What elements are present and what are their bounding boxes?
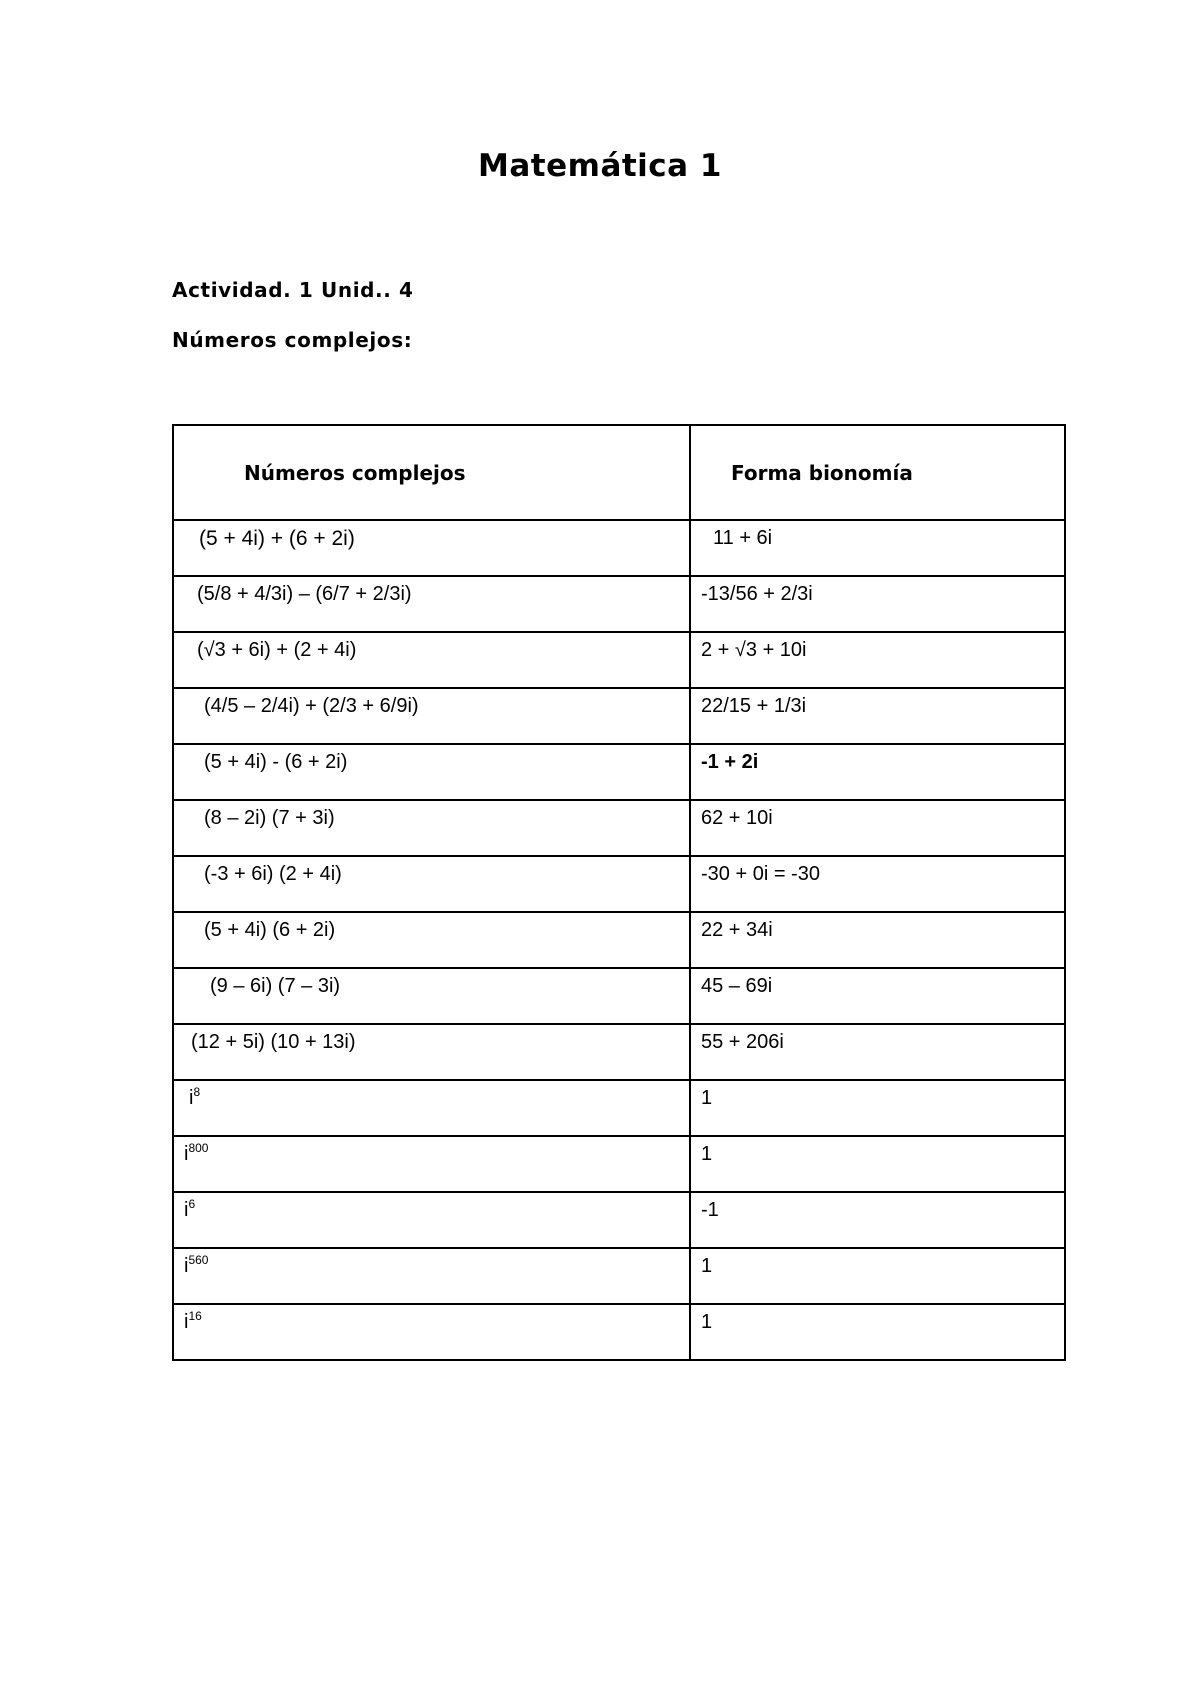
- power-exponent: 8: [193, 1085, 201, 1099]
- power-exponent: 560: [188, 1253, 209, 1267]
- table-row: [173, 744, 1065, 800]
- table-row: [173, 1024, 1065, 1080]
- table-header-row: [173, 425, 1065, 520]
- result-cell: 22 + 34i: [701, 919, 773, 941]
- expression-cell: (9 – 6i) (7 – 3i): [210, 975, 341, 997]
- table-row: [173, 688, 1065, 744]
- expression-cell: (5 + 4i) - (6 + 2i): [204, 751, 348, 773]
- table-row: [173, 1192, 1065, 1248]
- power-base: i: [184, 1255, 189, 1277]
- result-cell: -30 + 0i = -30: [701, 863, 820, 885]
- table-row: [173, 1080, 1065, 1136]
- expression-cell: (5/8 + 4/3i) – (6/7 + 2/3i): [197, 583, 412, 605]
- table-row: [173, 800, 1065, 856]
- table-row: [173, 1304, 1065, 1360]
- power-exponent: 800: [188, 1141, 209, 1155]
- result-cell: 11 + 6i: [713, 527, 773, 549]
- result-cell: 1: [701, 1087, 713, 1109]
- result-cell: 1: [701, 1143, 713, 1165]
- header-complex-numbers: Números complejos: [173, 425, 690, 520]
- complex-numbers-table: [172, 424, 1066, 1361]
- table-row: [173, 576, 1065, 632]
- power-exponent: 6: [188, 1197, 196, 1211]
- result-cell: -13/56 + 2/3i: [701, 583, 813, 605]
- table-row: [173, 912, 1065, 968]
- header-binomial-form: Forma bionomía: [690, 425, 1065, 520]
- expression-cell: (√3 + 6i) + (2 + 4i): [197, 639, 357, 661]
- table-row: [173, 968, 1065, 1024]
- result-cell: 55 + 206i: [701, 1031, 784, 1053]
- expression-cell: (5 + 4i) + (6 + 2i): [199, 527, 355, 550]
- expression-cell: (8 – 2i) (7 + 3i): [204, 807, 335, 829]
- document-title: Matemática 1: [478, 148, 722, 184]
- activity-label: Actividad. 1 Unid.. 4: [172, 278, 414, 302]
- result-cell: 45 – 69i: [701, 975, 773, 997]
- table-row: [173, 1248, 1065, 1304]
- result-cell: 2 + √3 + 10i: [701, 639, 807, 661]
- expression-cell: (4/5 – 2/4i) + (2/3 + 6/9i): [204, 695, 419, 717]
- power-base: i: [184, 1143, 189, 1165]
- table-row: [173, 856, 1065, 912]
- result-cell: -1: [701, 1199, 719, 1221]
- power-base: i: [184, 1311, 189, 1333]
- table-row: [173, 520, 1065, 576]
- table-row: [173, 632, 1065, 688]
- expression-cell: (12 + 5i) (10 + 13i): [191, 1031, 356, 1053]
- result-cell: 22/15 + 1/3i: [701, 695, 807, 717]
- power-expression-cell: [174, 1249, 689, 1278]
- power-base: i: [184, 1199, 189, 1221]
- expression-cell: (5 + 4i) (6 + 2i): [204, 919, 336, 941]
- section-heading: Números complejos:: [172, 328, 413, 352]
- result-cell: 1: [701, 1311, 713, 1333]
- power-expression-cell: [174, 1081, 689, 1110]
- power-expression-cell: [174, 1193, 689, 1222]
- power-expression-cell: [174, 1137, 689, 1166]
- power-expression-cell: [174, 1305, 689, 1334]
- power-base: i: [189, 1087, 194, 1109]
- result-cell: 62 + 10i: [701, 807, 773, 829]
- result-cell: 1: [701, 1255, 713, 1277]
- table-row: [173, 1136, 1065, 1192]
- expression-cell: (-3 + 6i) (2 + 4i): [204, 863, 342, 885]
- result-cell: -1 + 2i: [701, 751, 759, 773]
- power-exponent: 16: [188, 1309, 202, 1323]
